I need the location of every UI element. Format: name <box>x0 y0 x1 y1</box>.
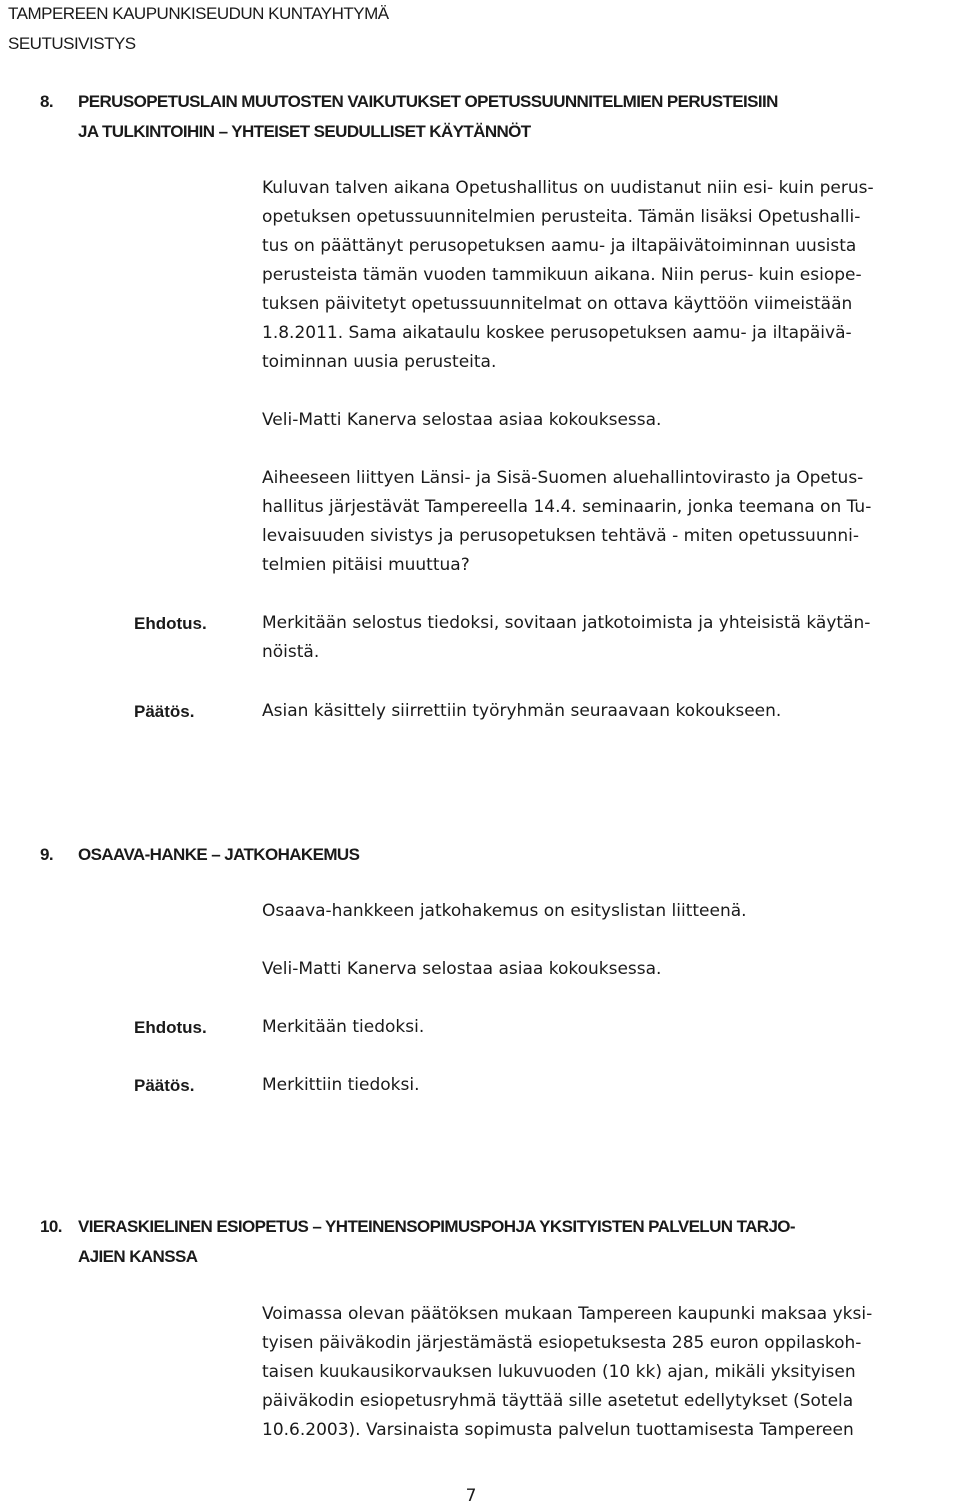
text-line: Veli-Matti Kanerva selostaa asiaa kokouksessa. <box>262 959 662 979</box>
text-line: Veli-Matti Kanerva selostaa asiaa kokouksessa. <box>262 410 662 430</box>
text-line: Aiheeseen liittyen Länsi- ja Sisä-Suomen aluehallintovirasto ja Opetus- <box>262 468 864 488</box>
text-line: tus on päättänyt perusopetuksen aamu- ja iltapäivätoiminnan uusista <box>262 236 857 256</box>
text-line: levaisuuden sivistys ja perusopetuksen tehtävä - miten opetussuunni- <box>262 526 860 546</box>
org-name: TAMPEREEN KAUPUNKISEUDUN KUNTAYHTYMÄ <box>8 4 389 23</box>
unit-name: SEUTUSIVISTYS <box>8 34 136 53</box>
text-line: nöistä. <box>262 642 320 662</box>
section-8-number: 8. <box>40 92 53 111</box>
text-line: Merkittiin tiedoksi. <box>262 1075 420 1095</box>
text-line: Merkitään selostus tiedoksi, sovitaan jatkotoimista ja yhteisistä käytän- <box>262 613 871 633</box>
text-line: 1.8.2011. Sama aikataulu koskee perusopetuksen aamu- ja iltapäivä- <box>262 323 852 343</box>
section-9-title: OSAAVA-HANKE – JATKOHAKEMUS <box>78 845 360 864</box>
section-9-proposal-label: Ehdotus. <box>134 1018 207 1037</box>
text-line: taisen kuukausikorvauksen lukuvuoden (10 kk) ajan, mikäli yksityisen <box>262 1362 856 1382</box>
text-line: tyisen päiväkodin järjestämästä esiopetuksesta 285 euron oppilaskoh- <box>262 1333 862 1353</box>
text-line: päiväkodin esiopetusryhmä täyttää sille asetetut edellytykset (Sotela <box>262 1391 854 1411</box>
section-8-paragraph-1 <box>262 174 944 377</box>
section-9-decision-label: Päätös. <box>134 1076 195 1095</box>
text-line: hallitus järjestävät Tampereella 14.4. seminaarin, jonka teemana on Tu- <box>262 497 872 517</box>
text-line: Asian käsittely siirrettiin työryhmän seuraavaan kokoukseen. <box>262 701 782 721</box>
text-line: tuksen päivitetyt opetussuunnitelmat on ottava käyttöön viimeistään <box>262 294 853 314</box>
text-line: Osaava-hankkeen jatkohakemus on esityslistan liitteenä. <box>262 901 747 921</box>
section-8-decision <box>262 697 944 726</box>
section-8-paragraph-3 <box>262 464 944 580</box>
section-10-number: 10. <box>40 1217 62 1236</box>
section-8-title-line2: JA TULKINTOIHIN – YHTEISET SEUDULLISET KÄYTÄNNÖT <box>78 122 531 141</box>
section-9-decision <box>262 1071 944 1100</box>
text-line: telmien pitäisi muuttua? <box>262 555 470 575</box>
section-9-proposal <box>262 1013 944 1042</box>
text-line: Voimassa olevan päätöksen mukaan Tampereen kaupunki maksaa yksi- <box>262 1304 873 1324</box>
text-line: toiminnan uusia perusteita. <box>262 352 497 372</box>
section-10-title-line1: VIERASKIELINEN ESIOPETUS – YHTEINENSOPIMUSPOHJA YKSITYISTEN PALVELUN TARJO- <box>78 1217 795 1236</box>
text-line: perusteista tämän vuoden tammikuun aikana. Niin perus- kuin esiope- <box>262 265 862 285</box>
section-8-decision-label: Päätös. <box>134 702 195 721</box>
text-line: Merkitään tiedoksi. <box>262 1017 425 1037</box>
text-line: Kuluvan talven aikana Opetushallitus on uudistanut niin esi- kuin perus- <box>262 178 874 198</box>
section-9-paragraph-1 <box>262 897 944 926</box>
text-line: 10.6.2003). Varsinaista sopimusta palvelun tuottamisesta Tampereen <box>262 1420 854 1440</box>
text-line: opetuksen opetussuunnitelmien perusteita. Tämän lisäksi Opetushalli- <box>262 207 861 227</box>
section-8-proposal <box>262 609 944 667</box>
section-9-number: 9. <box>40 845 53 864</box>
section-9-paragraph-2 <box>262 955 944 984</box>
section-10-paragraph-1 <box>262 1300 944 1445</box>
section-8-proposal-label: Ehdotus. <box>134 614 207 633</box>
section-10-title-line2: AJIEN KANSSA <box>78 1247 198 1266</box>
section-8-title-line1: PERUSOPETUSLAIN MUUTOSTEN VAIKUTUKSET OPETUSSUUNNITELMIEN PERUSTEISIIN <box>78 92 778 111</box>
section-8-paragraph-2 <box>262 406 944 435</box>
page-number: 7 <box>465 1486 477 1506</box>
